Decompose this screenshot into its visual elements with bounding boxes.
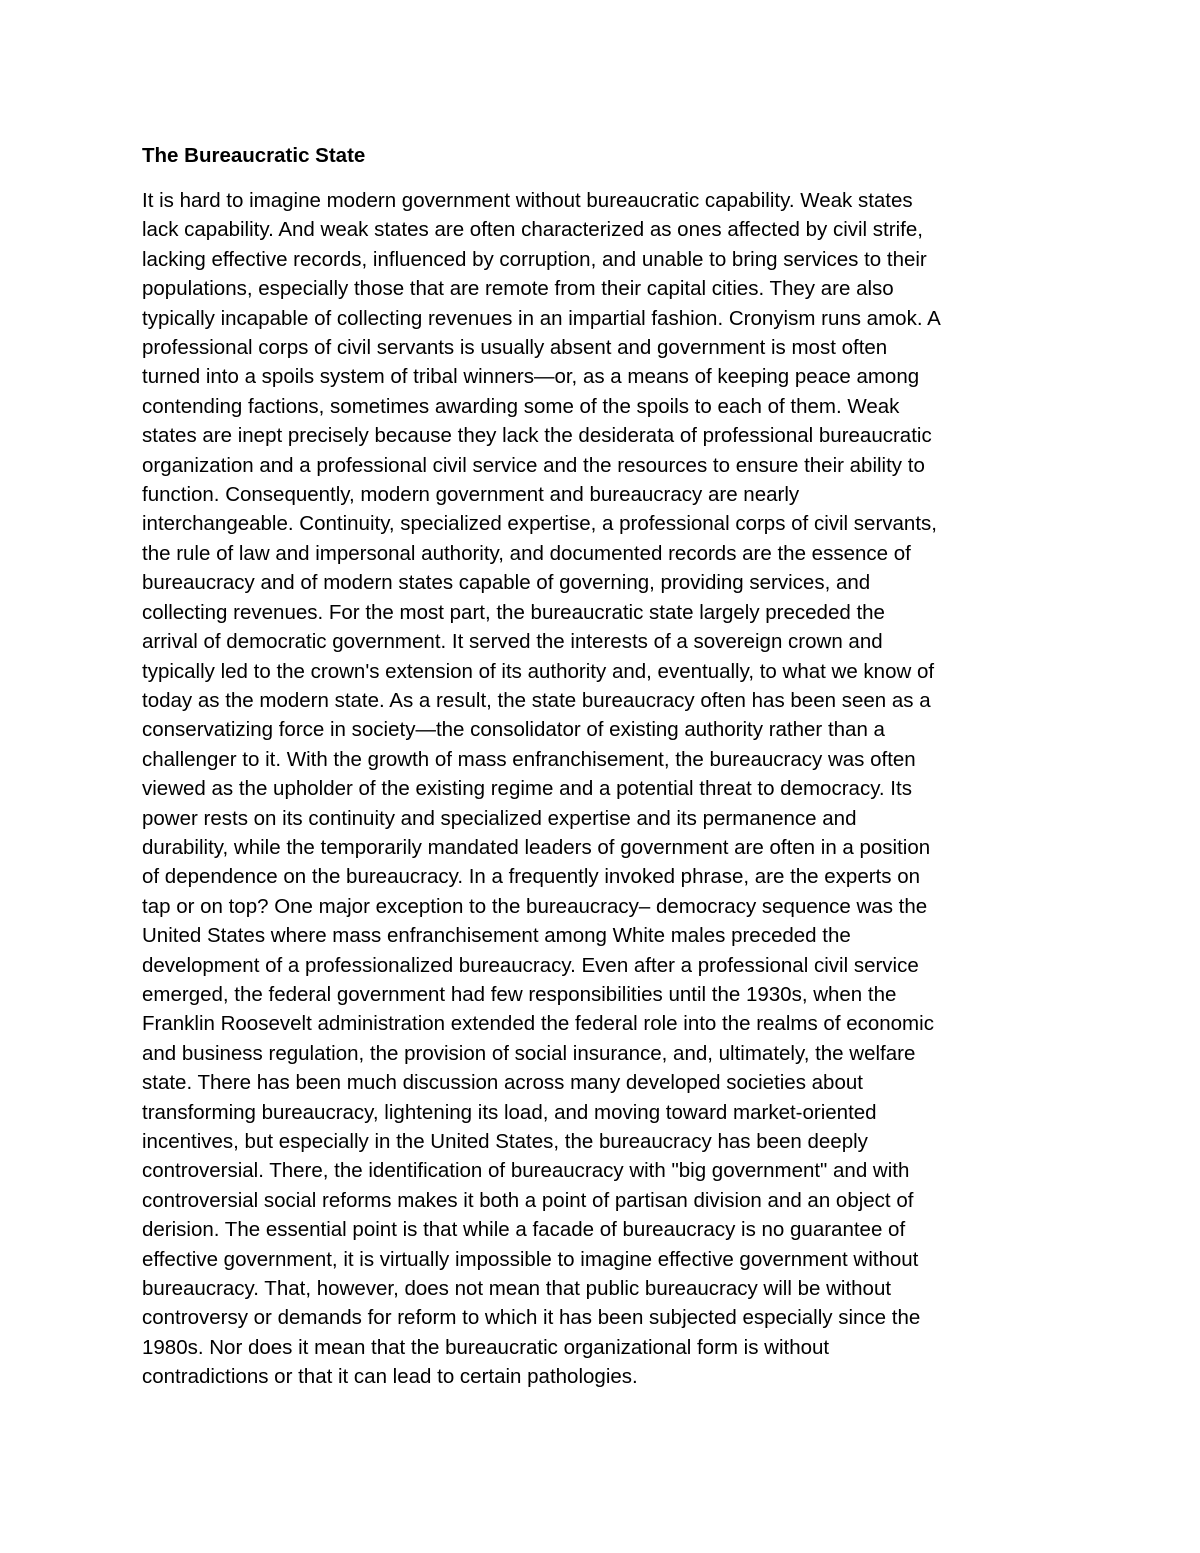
body-line: transforming bureaucracy, lightening its load, and moving toward market-oriented — [142, 1100, 877, 1124]
body-line: controversial. There, the identification of bureaucracy with "big government" and with — [142, 1159, 910, 1183]
body-line: lacking effective records, influenced by corruption, and unable to bring services to their — [142, 247, 927, 271]
body-line: and business regulation, the provision of social insurance, and, ultimately, the welfare — [142, 1041, 916, 1065]
document-body — [142, 186, 1072, 1392]
body-line: turned into a spoils system of tribal winners—or, as a means of keeping peace among — [142, 365, 920, 389]
body-line: today as the modern state. As a result, the state bureaucracy often has been seen as a — [142, 688, 931, 712]
body-line: arrival of democratic government. It served the interests of a sovereign crown and — [142, 630, 883, 654]
body-line: of dependence on the bureaucracy. In a frequently invoked phrase, are the experts on — [142, 865, 920, 889]
body-line: development of a professionalized bureaucracy. Even after a professional civil service — [142, 953, 919, 977]
body-line: effective government, it is virtually impossible to imagine effective government without — [142, 1247, 919, 1271]
body-line: United States where mass enfranchisement among White males preceded the — [142, 924, 851, 948]
body-line: durability, while the temporarily mandated leaders of government are often in a position — [142, 835, 931, 859]
body-line: function. Consequently, modern government and bureaucracy are nearly — [142, 483, 800, 507]
body-line: Franklin Roosevelt administration extended the federal role into the realms of economic — [142, 1012, 934, 1036]
body-line: viewed as the upholder of the existing regime and a potential threat to democracy. Its — [142, 777, 912, 801]
body-line: typically incapable of collecting revenues in an impartial fashion. Cronyism runs amok. A — [142, 306, 941, 330]
body-line: bureaucracy. That, however, does not mean that public bureaucracy will be without — [142, 1277, 892, 1301]
body-line: typically led to the crown's extension of its authority and, eventually, to what we know of — [142, 659, 935, 683]
body-line: power rests on its continuity and specialized expertise and its permanence and — [142, 806, 857, 830]
body-line: emerged, the federal government had few responsibilities until the 1930s, when the — [142, 982, 897, 1006]
body-line: controversial social reforms makes it both a point of partisan division and an object of — [142, 1188, 914, 1212]
body-line: collecting revenues. For the most part, the bureaucratic state largely preceded the — [142, 600, 885, 624]
body-line: populations, especially those that are remote from their capital cities. They are also — [142, 277, 894, 301]
body-line: contending factions, sometimes awarding some of the spoils to each of them. Weak — [142, 394, 900, 418]
body-line: controversy or demands for reform to which it has been subjected especially since the — [142, 1306, 921, 1330]
body-line: challenger to it. With the growth of mass enfranchisement, the bureaucracy was often — [142, 747, 916, 771]
body-line: 1980s. Nor does it mean that the bureaucratic organizational form is without — [142, 1335, 830, 1359]
body-line: professional corps of civil servants is usually absent and government is most often — [142, 336, 888, 360]
body-line: tap or on top? One major exception to the bureaucracy– democracy sequence was the — [142, 894, 928, 918]
body-line: derision. The essential point is that while a facade of bureaucracy is no guarantee of — [142, 1218, 906, 1242]
body-line: bureaucracy and of modern states capable of governing, providing services, and — [142, 571, 871, 595]
body-line: It is hard to imagine modern government without bureaucratic capability. Weak states — [142, 189, 913, 212]
document-title: The Bureaucratic State — [142, 144, 366, 167]
body-line: conservatizing force in society—the consolidator of existing authority rather than a — [142, 718, 885, 742]
body-line: incentives, but especially in the United States, the bureaucracy has been deeply — [142, 1130, 868, 1153]
body-line: organization and a professional civil service and the resources to ensure their ability to — [142, 453, 925, 477]
body-line: interchangeable. Continuity, specialized expertise, a professional corps of civil servants, — [142, 512, 937, 536]
body-line: state. There has been much discussion across many developed societies about — [142, 1071, 863, 1095]
body-line: the rule of law and impersonal authority, and documented records are the essence of — [142, 541, 911, 565]
body-line: lack capability. And weak states are often characterized as ones affected by civil strife, — [142, 218, 923, 242]
body-line: contradictions or that it can lead to certain pathologies. — [142, 1365, 638, 1389]
body-line: states are inept precisely because they lack the desiderata of professional bureaucratic — [142, 424, 932, 448]
